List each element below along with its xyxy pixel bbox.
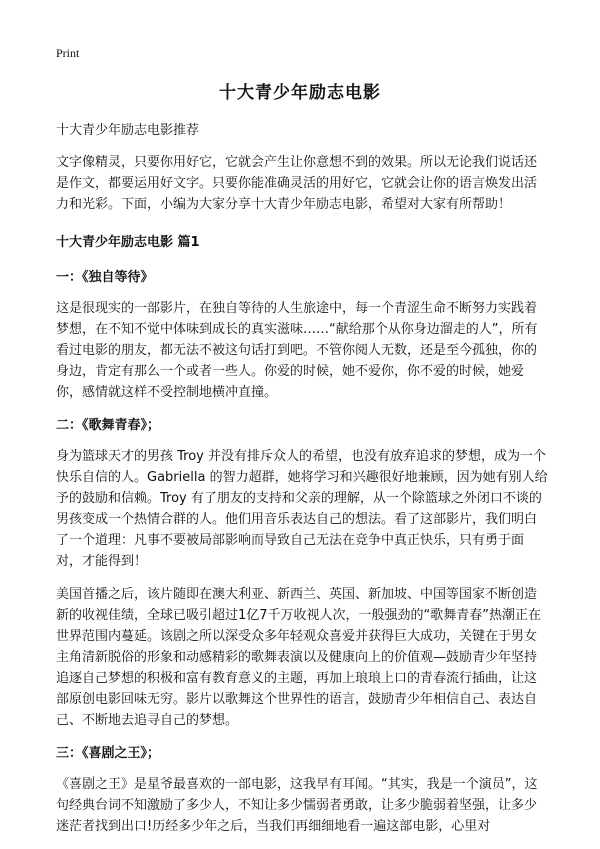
section-paragraph: 《喜剧之王》是星爷最喜欢的一部电影，这我早有耳闻。“其实，我是一个演员”，这句经典台词不知激励了多少人，不知让多少懦弱者勇敢，让多少脆弱着坚强，让多少迷茫者找到出口!历经多少年之后，当我们再细细地看一遍这部电影，心里对 [56, 777, 538, 834]
subtitle: 十大青少年励志电影推荐 [56, 123, 200, 138]
intro-paragraph: 文字像精灵，只要你用好它，它就会产生让你意想不到的效果。所以无论我们说话还是作文，都要运用好文字。只要你能准确灵活的用好它，它就会让你的语言焕发出活力和光彩。下面，小编为大家分享十大青少年励志电影，希望对大家有所帮助！ [56, 155, 538, 212]
section-paragraph: 身为篮球天才的男孩 Troy 并没有排斥众人的希望，也没有放弃追求的梦想，成为一个快乐自信的人。Gabriella 的智力超群，她将学习和兴趣很好地兼顾，因为她有别人给予的鼓励和信赖。Troy 有了朋友的支持和父亲的理解，从一个除篮球之外闭口不谈的男孩变成一个热情合群的人。他们用音乐表达自己的想法。看了这部影片，我们明白了一个道理：凡事不要被局部影响而导致自己无法在竞争中真正快乐，只有勇于面对，才能得到！ [56, 449, 548, 569]
section-paragraph: 美国首播之后，该片随即在澳大利亚、新西兰、英国、新加坡、中国等国家不断创造新的收视佳绩，全球已吸引超过1亿7千万收视人次，一般强劲的“歌舞青春”热潮正在世界范围内蔓延。该剧之所以深受众多年轻观众喜爱并获得巨大成功，关键在于男女主角清新脱俗的形象和动感精彩的歌舞表演以及健康向上的价值观—鼓励青少年坚持追逐自己梦想的积极和富有教育意义的主题，再加上琅琅上口的青春流行插曲，让这部原创电影回味无穷。影片以歌舞这个世界性的语言，鼓励青少年相信自己、表达自己、不断地去追寻自己的梦想。 [56, 587, 542, 728]
section-heading: 二：《歌舞青春》； [56, 418, 161, 433]
section-heading: 一：《独自等待》 [56, 270, 154, 285]
article-body [56, 120, 548, 849]
page-title: 十大青少年励志电影 [219, 83, 381, 103]
section-paragraph: 这是很现实的一部影片，在独自等待的人生旅途中，每一个青涩生命不断努力实践着梦想，在不知不觉中体味到成长的真实滋味……“献给那个从你身边溜走的人”，所有看过电影的朋友，都无法不被这句话打到吧。不管你阅人无数，还是至今孤独，你的身边，肯定有那么一个或者一些人。你爱的时候，她不爱你，你不爱的时候，她爱你，感情就这样不受控制地横冲直撞。 [56, 301, 538, 400]
section-heading: 三：《喜剧之王》； [56, 746, 161, 761]
article-heading: 十大青少年励志电影 篇1 [56, 235, 200, 250]
print-link[interactable]: Print [56, 46, 80, 60]
